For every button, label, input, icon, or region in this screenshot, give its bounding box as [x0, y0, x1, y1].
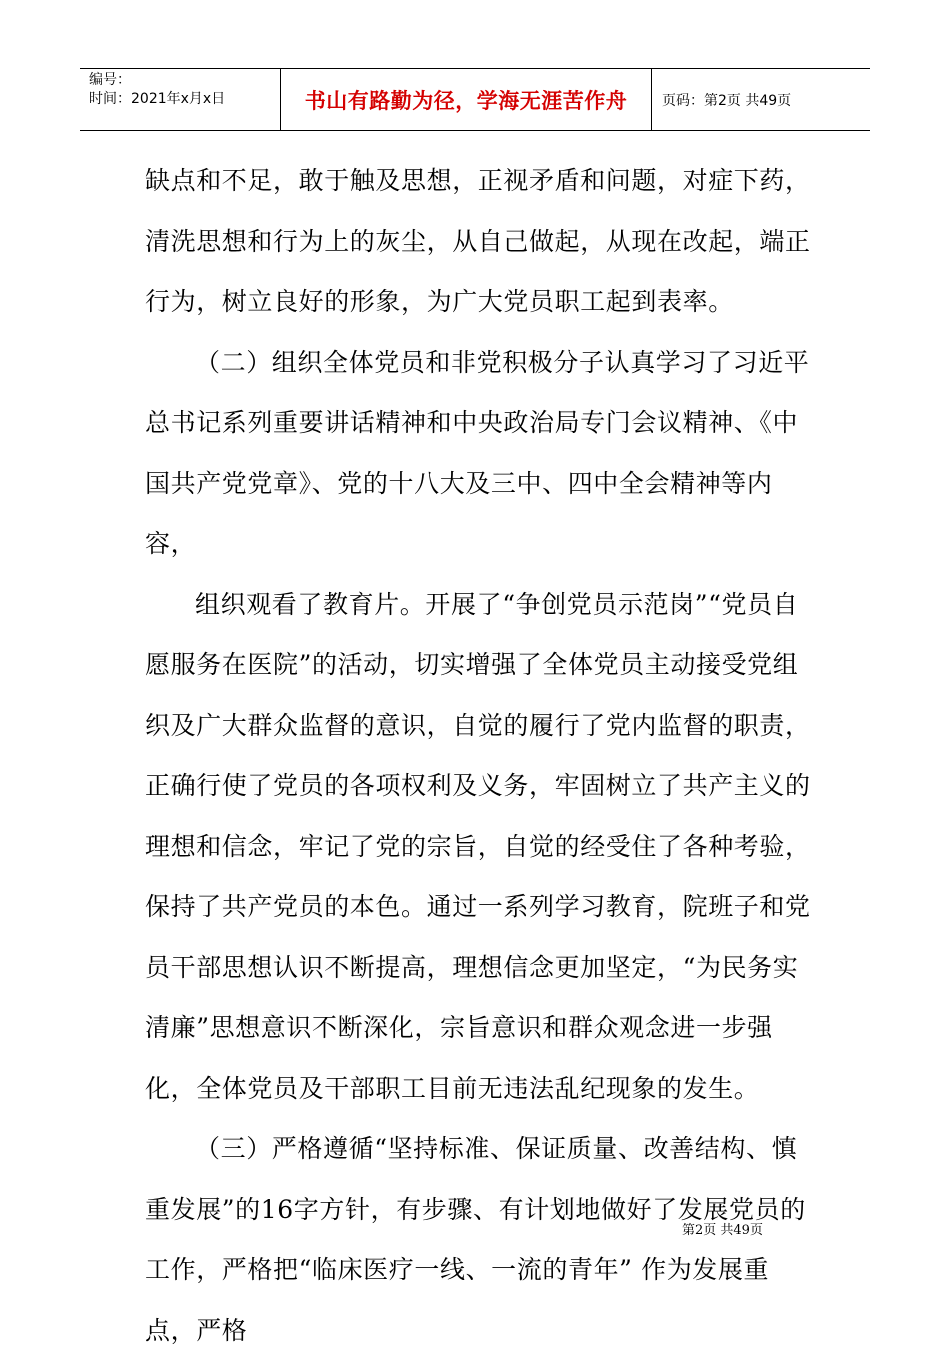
page-header — [80, 68, 870, 131]
page-footer-number: 第2页 共49页 — [682, 1223, 763, 1238]
header-motto: 书山有路勤为径，学海无涯苦作舟 — [281, 69, 652, 130]
header-page-info: 页码：第2页 共49页 — [662, 92, 792, 109]
paragraph-3: 组织观看了教育片。开展了“争创党员示范岗”“党员自愿服务在医院”的活动，切实增强了全体党员主动接受党组织及广大群众监督的意识，自觉的履行了党内监督的职责，正确行使了党员的各项权利及义务，牢固树立了共产主义的理想和信念，牢记了党的宗旨，自觉的经受住了各种考验，保持了共产党员的本色。通过一系列学习教育，院班子和党员干部思想认识不断提高，理想信念更加坚定，“为民务实清廉”思想意识不断深化，宗旨意识和群众观念进一步强化，全体党员及干部职工目前无违法乱纪现象的发生。 — [145, 589, 811, 1103]
header-meta — [80, 69, 281, 130]
document-time-label: 时间：2021年x月x日 — [89, 91, 226, 107]
paragraph-1: 缺点和不足，敢于触及思想，正视矛盾和问题，对症下药，清洗思想和行为上的灰尘，从自己做起，从现在改起，端正行为，树立良好的形象，为广大党员职工起到表率。 — [145, 166, 811, 316]
document-number-label: 编号： — [89, 72, 131, 88]
paragraph-2: （二）组织全体党员和非党积极分子认真学习了习近平总书记系列重要讲话精神和中央政治局专门会议精神、《中国共产党党章》、党的十八大及三中、四中全会精神等内容， — [145, 347, 810, 558]
paragraph-4: （三）严格遵循“坚持标准、保证质量、改善结构、慎重发展”的16字方针，有步骤、有计划地做好了发展党员的工作，严格把“临床医疗一线、一流的青年” 作为发展重点，严格 — [145, 1134, 806, 1345]
document-body — [145, 151, 815, 1361]
